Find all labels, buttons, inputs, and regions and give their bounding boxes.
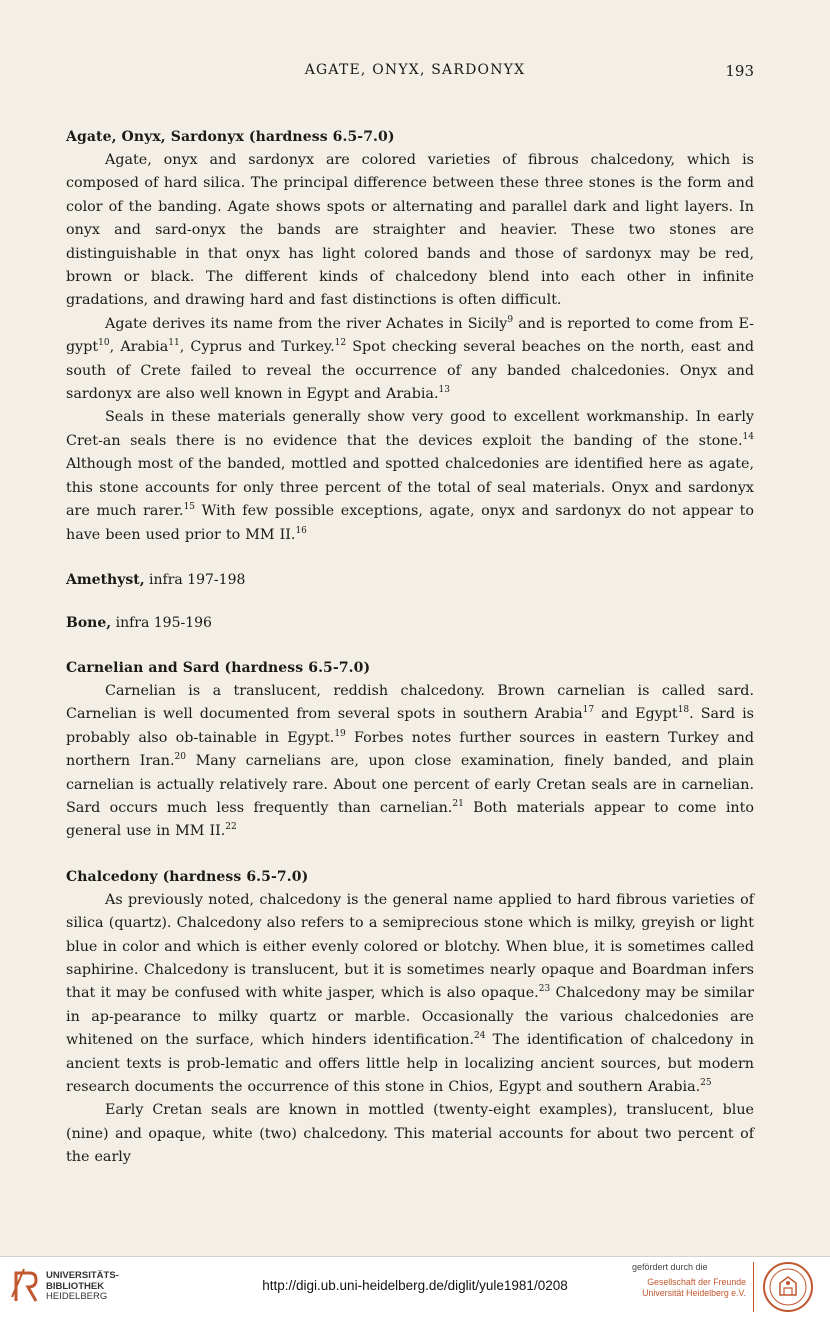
permalink-url[interactable]: http://digi.ub.uni-heidelberg.de/diglit/yule1981/0208 (262, 1278, 568, 1293)
section-gap (66, 592, 754, 612)
paragraph-chalcedony-1 (66, 889, 754, 1100)
heading-text: Agate, Onyx, Sardonyx (66, 129, 244, 145)
text-run: Carnelian is a translucent, reddish chalcedony. Brown carnelian is called sard. Carnelian is well documented from several spots in southern Arabia (66, 682, 754, 723)
page-number: 193 (725, 62, 754, 80)
footnote-ref: 12 (334, 338, 347, 349)
footnote-ref: 18 (677, 705, 690, 716)
footnote-ref: 21 (452, 798, 464, 809)
library-name-line: HEIDELBERG (46, 1291, 108, 1302)
cross-reference-amethyst (66, 569, 754, 592)
footnote-ref: 14 (742, 431, 754, 442)
footnote-ref: 11 (168, 338, 180, 349)
text-run: Many carnelians are, upon close examination, finely banded, and plain carnelian is actually relatively rare. About one percent of early Cretan seals are in carnelian. Sard occurs much less frequently than carnelian. (66, 753, 754, 816)
society-name-line: Universität Heidelberg e.V. (642, 1288, 746, 1298)
footnote-ref: 10 (98, 338, 110, 349)
text-run: Agate derives its name from the river Achates in Sicily (105, 315, 508, 332)
xref-term: Amethyst, (66, 571, 145, 588)
library-name-line: BIBLIOTHEK (46, 1280, 105, 1292)
section-heading-carnelian (66, 657, 754, 680)
running-title: AGATE, ONYX, SARDONYX (304, 62, 526, 78)
funded-by-label: gefördert durch die (632, 1262, 708, 1272)
footnote-ref: 25 (700, 1078, 712, 1088)
footer-divider (753, 1262, 754, 1312)
text-run: As previously noted, chalcedony is the general name applied to hard fibrous varieties of silica (quartz). Chalcedony also refers to a semiprecious stone which is milky, greyish or light blue in color and which is either evenly colored or blotchy. When blue, it is sometimes called saphirine. Chalcedony is translucent, but it is sometimes nearly opaque and Boardman infers that it may be confused with white jasper, which is also opaque. (66, 891, 754, 1002)
text-run: Spot checking several beaches on the north, east and south of Crete failed to reveal the occurrence of any banded chalcedonies. Onyx and sardonyx are also well known in Egypt and Arabia. (66, 339, 754, 403)
paragraph-chalcedony-2: Early Cretan seals are known in mottled (twenty-eight examples), translucent, blue (nine) and opaque, white (two) chalcedony. This material accounts for about two percent of the early (66, 1102, 754, 1166)
page-body (66, 126, 754, 1170)
xref-pages: infra 195-196 (115, 614, 212, 631)
xref-pages: infra 197-198 (149, 571, 246, 588)
footnote-ref: 23 (538, 984, 551, 995)
heading-hardness: (hardness 6.5-7.0) (224, 659, 371, 676)
library-name-line: UNIVERSITÄTS- (46, 1270, 119, 1281)
text-run: With few possible exceptions, agate, onyx and sardonyx do not appear to have been used prior to MM II. (66, 503, 754, 543)
footnote-ref: 9 (507, 314, 514, 325)
university-seal-icon (762, 1261, 814, 1313)
heading-hardness: (hardness 6.5-7.0) (248, 129, 395, 145)
section-gap (66, 547, 754, 569)
footnote-ref: 24 (474, 1031, 486, 1042)
text-run: . Sard is probably also ob-tainable in Egypt. (66, 706, 755, 746)
paragraph-carnelian-1 (66, 680, 754, 844)
text-run: , Arabia (109, 339, 169, 356)
section-heading-chalcedony (66, 866, 754, 889)
digitization-footer (0, 1256, 830, 1317)
society-name-line: Gesellschaft der Freunde (647, 1277, 746, 1287)
heading-hardness: (hardness 6.5-7.0) (162, 868, 309, 885)
text-run: Seals in these materials generally show very good to excellent workmanship. In early Cret-an seals there is no evidence that the devices exploit the banding of the stone. (66, 409, 754, 449)
section-gap (66, 635, 754, 657)
text-run: The identification of chalcedony in ancient texts is prob-lematic and offers little help in localizing ancient sources, but modern research documents the occurrence of this stone in Chios, Egypt and southern Arabia. (66, 1032, 754, 1095)
cross-reference-bone (66, 612, 754, 635)
section-heading-agate (66, 126, 754, 149)
footnote-ref: 13 (438, 385, 450, 396)
text-run: and is reported to come from E-gypt (66, 315, 754, 356)
footnote-ref: 15 (183, 502, 196, 513)
text-run: Both materials appear to come into general use in MM II. (66, 799, 754, 840)
footnote-ref: 17 (582, 705, 595, 716)
text-run: , Cyprus and Turkey. (179, 339, 335, 356)
section-gap (66, 844, 754, 866)
paragraph-agate-1: Agate, onyx and sardonyx are colored varieties of fibrous chalcedony, which is composed of hard silica. The principal difference between these three stones is the form and color of the banding. Agate shows spots or alternating and parallel dark and light layers. In onyx and sard-onyx the bands are straighter and heavier. These two stones are distinguishable in that onyx has light colored bands and those of sardonyx may be red, brown or black. The different kinds of chalcedony blend into each other in infinite gradations, and drawing hard and fast distinctions is often difficult. (66, 152, 754, 309)
paragraph-agate-3 (66, 406, 754, 546)
text-run: Although most of the banded, mottled and spotted chalcedonies are identified here as agate, this stone accounts for only three percent of the total of seal materials. Onyx and sardonyx are much rarer. (66, 456, 754, 520)
paragraph-agate-2 (66, 313, 754, 407)
footnote-ref: 20 (174, 752, 186, 763)
heading-text: Chalcedony (66, 868, 158, 885)
xref-term: Bone, (66, 614, 112, 631)
society-name (632, 1277, 746, 1299)
running-head (0, 62, 830, 82)
heading-text: Carnelian and Sard (66, 659, 220, 676)
footnote-ref: 16 (295, 525, 307, 536)
footnote-ref: 19 (334, 728, 346, 739)
text-run: and Egypt (594, 706, 678, 723)
footnote-ref: 22 (225, 822, 237, 833)
text-run: Chalcedony may be similar in ap-pearance to milky quartz or marble. Occasionally the various chalcedonies are whitened on the surface, which hinders identification. (66, 985, 754, 1049)
text-run: Forbes notes further sources in eastern Turkey and northern Iran. (66, 729, 754, 770)
